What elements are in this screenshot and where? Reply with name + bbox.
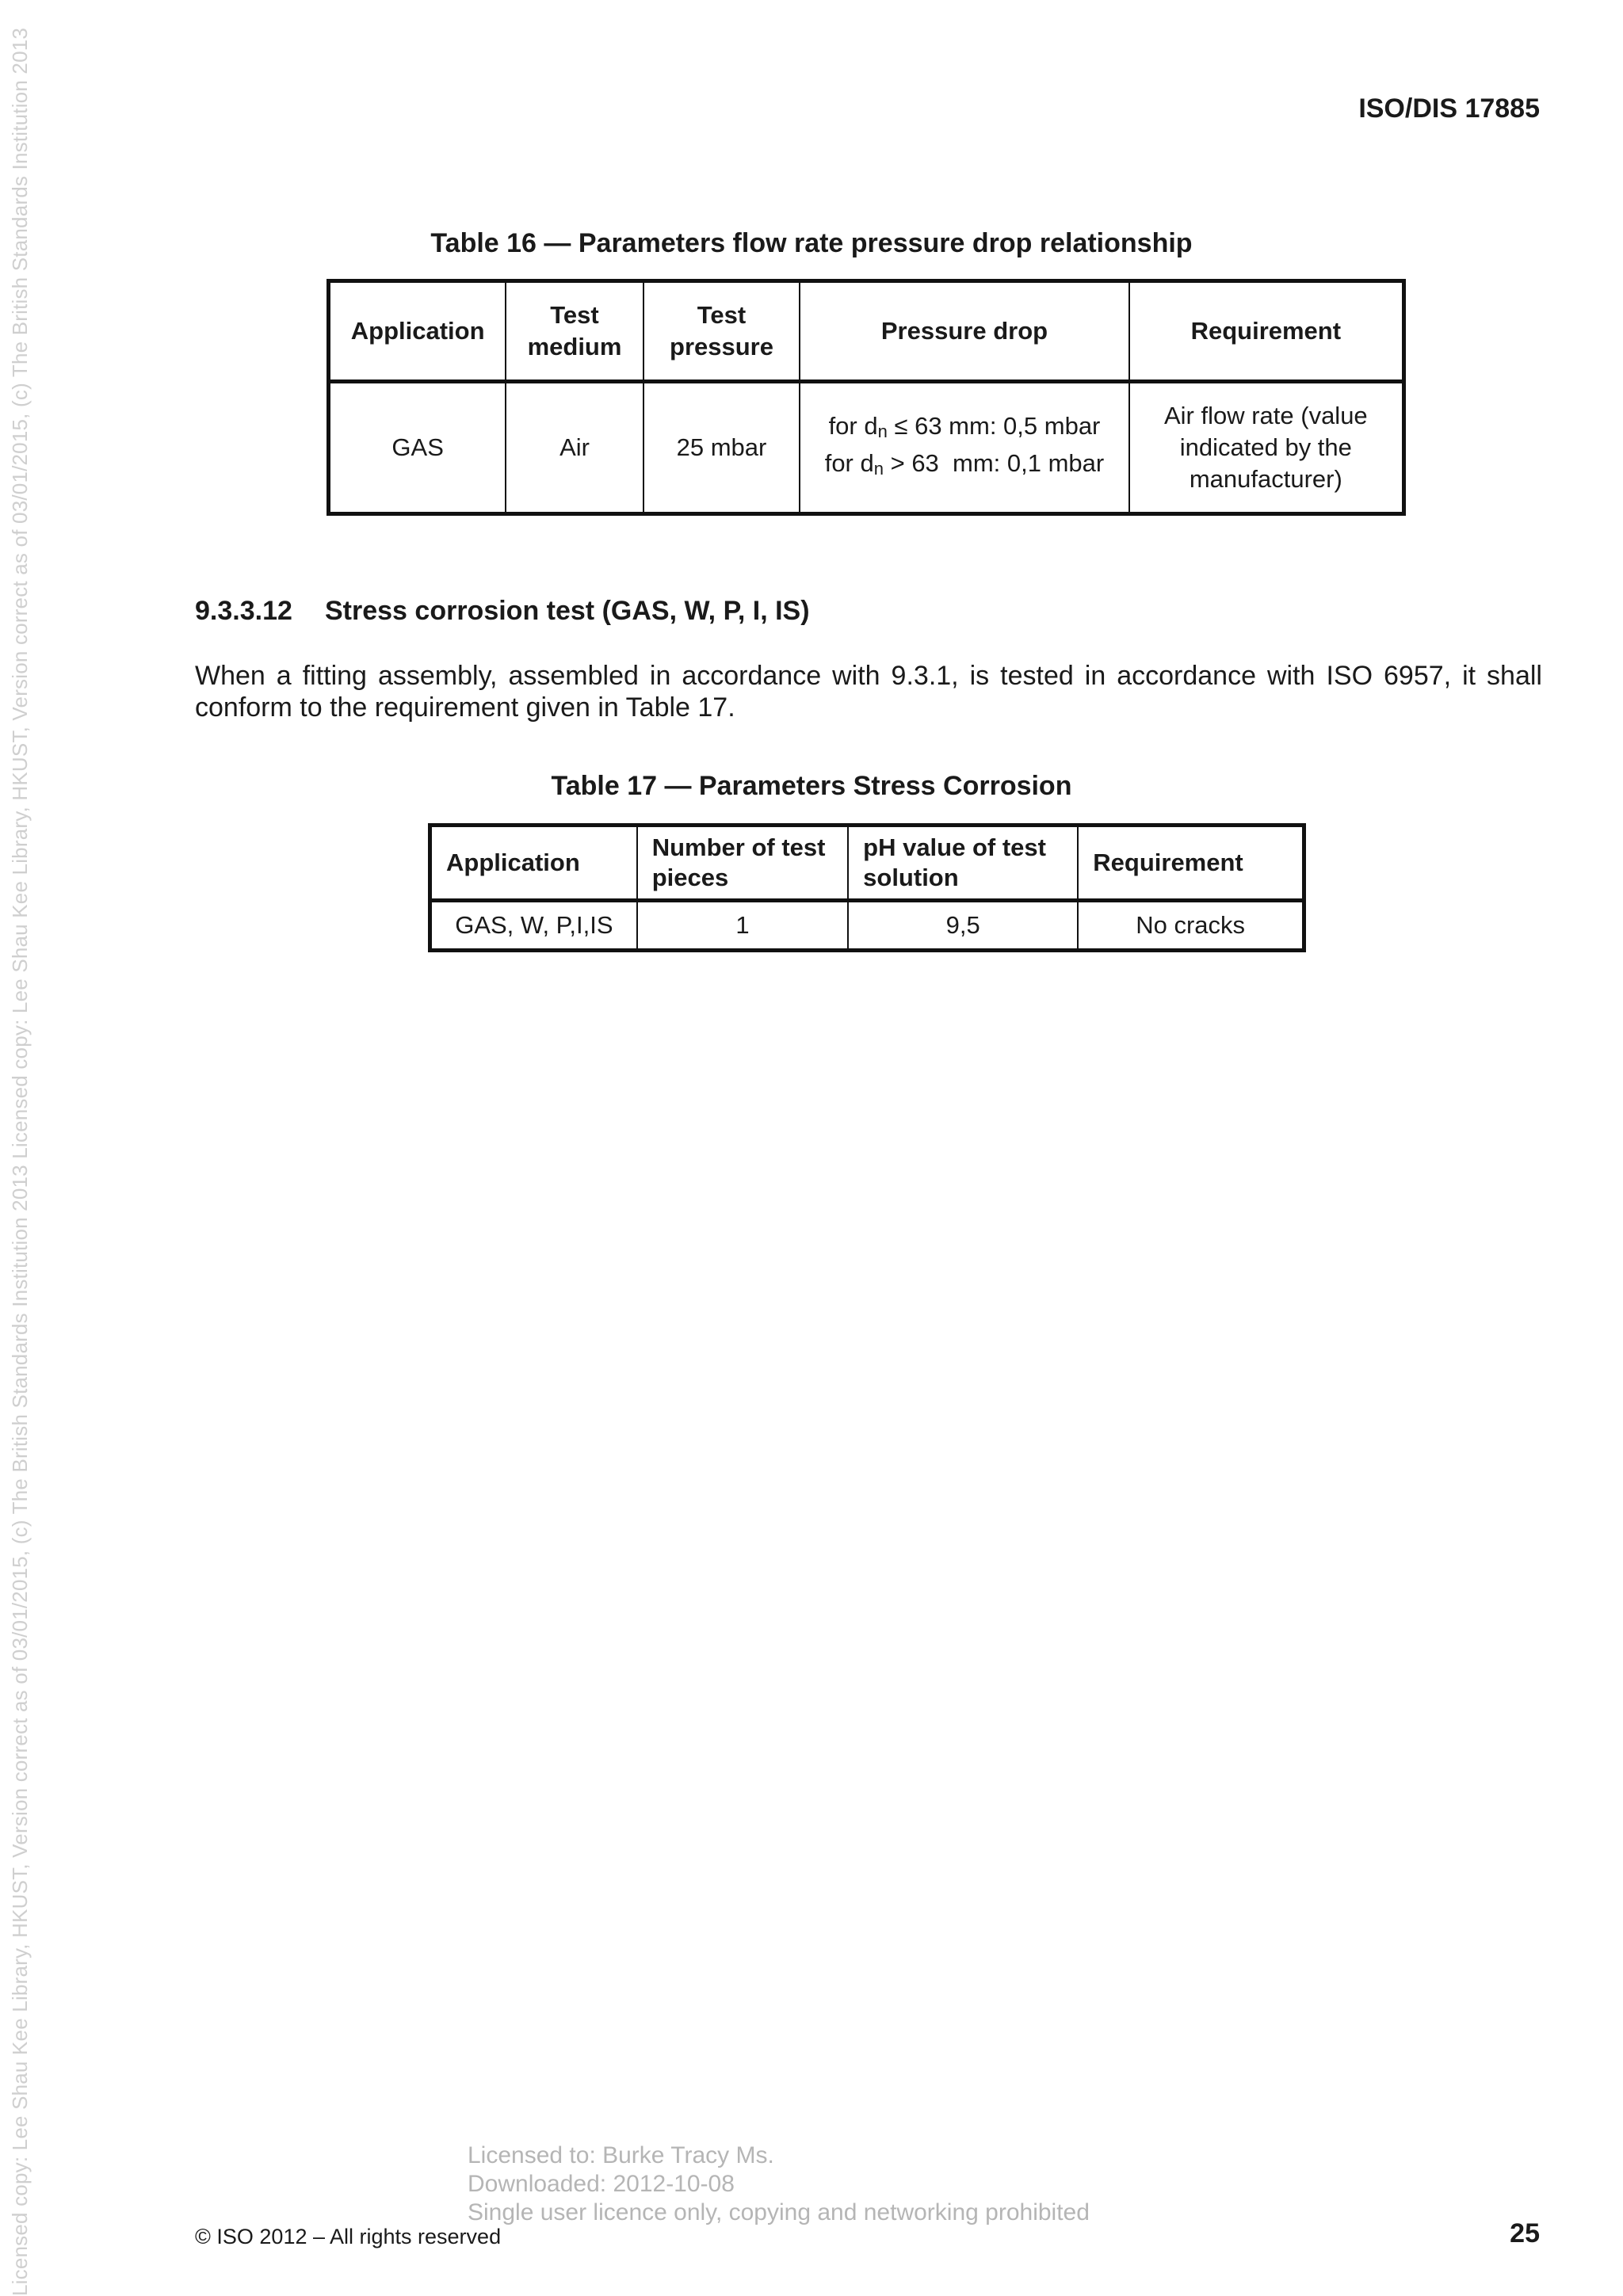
table17-header-requirement: Requirement bbox=[1078, 826, 1304, 901]
table17 bbox=[428, 823, 1306, 952]
section-title: Stress corrosion test (GAS, W, P, I, IS) bbox=[325, 596, 810, 626]
table17-cell-ph-value: 9,5 bbox=[848, 901, 1078, 951]
table16-cell-medium: Air bbox=[506, 382, 643, 514]
table17-cell-application: GAS, W, P,I,IS bbox=[430, 901, 637, 951]
table-row bbox=[329, 382, 1404, 514]
table16-cell-pressure: 25 mbar bbox=[643, 382, 800, 514]
table16-cell-requirement: Air flow rate (value indicated by the manufacturer) bbox=[1129, 382, 1404, 514]
section-heading bbox=[195, 596, 810, 627]
table-row bbox=[430, 901, 1304, 951]
table17-header-ph-value: pH value of test solution bbox=[848, 826, 1078, 901]
license-line-3: Single user licence only, copying and networking prohibited bbox=[468, 2199, 1090, 2225]
table16-header-test-pressure: Test pressure bbox=[643, 281, 800, 382]
page-number: 25 bbox=[1510, 2218, 1540, 2248]
copyright-footer: © ISO 2012 – All rights reserved bbox=[195, 2225, 502, 2248]
table16-header-row bbox=[329, 281, 1404, 382]
drop-2-suffix: > 63 mm: 0,1 mbar bbox=[883, 449, 1105, 477]
drop-2-subscript: n bbox=[873, 459, 884, 479]
drop-2-prefix: for d bbox=[824, 449, 874, 477]
table17-cell-requirement: No cracks bbox=[1078, 901, 1304, 951]
table16-header-test-medium: Test medium bbox=[506, 281, 643, 382]
table16-cell-application: GAS bbox=[329, 382, 506, 514]
drop-1-subscript: n bbox=[877, 421, 888, 441]
table17-header-row bbox=[430, 826, 1304, 901]
section-number: 9.3.3.12 bbox=[195, 596, 292, 626]
drop-1-prefix: for d bbox=[828, 412, 878, 440]
license-line-1: Licensed to: Burke Tracy Ms. bbox=[468, 2142, 774, 2168]
table17-header-test-pieces: Number of test pieces bbox=[637, 826, 848, 901]
pressure-drop-line-1 bbox=[808, 410, 1120, 448]
side-watermark: Licensed copy: Lee Shau Kee Library, HKUST, Version correct as of 03/01/2015, (c) The British Standards Institution 2013 Licensed copy: Lee Shau Kee Library, HKUST, Version correct as of 03/01/2015, (c) The British Standards Institution 2013 bbox=[8, 27, 32, 2296]
table16-header-pressure-drop: Pressure drop bbox=[800, 281, 1128, 382]
pressure-drop-line-2 bbox=[808, 448, 1120, 485]
table16-caption: Table 16 — Parameters flow rate pressure drop relationship bbox=[430, 228, 1193, 258]
table16-header-requirement: Requirement bbox=[1129, 281, 1404, 382]
license-notice bbox=[468, 2142, 1090, 2227]
table17-cell-test-pieces: 1 bbox=[637, 901, 848, 951]
section-body: When a fitting assembly, assembled in accordance with 9.3.1, is tested in accordance with ISO 6957, it shall conform to the requirement given in Table 17. bbox=[195, 661, 1542, 723]
table16-cell-pressure-drop bbox=[800, 382, 1128, 514]
table17-caption: Table 17 — Parameters Stress Corrosion bbox=[551, 771, 1072, 801]
document-id: ISO/DIS 17885 bbox=[1358, 93, 1540, 124]
table17-header-application: Application bbox=[430, 826, 637, 901]
table16 bbox=[327, 279, 1406, 516]
table16-header-application: Application bbox=[329, 281, 506, 382]
drop-1-suffix: ≤ 63 mm: 0,5 mbar bbox=[887, 412, 1101, 440]
license-line-2: Downloaded: 2012-10-08 bbox=[468, 2171, 735, 2197]
